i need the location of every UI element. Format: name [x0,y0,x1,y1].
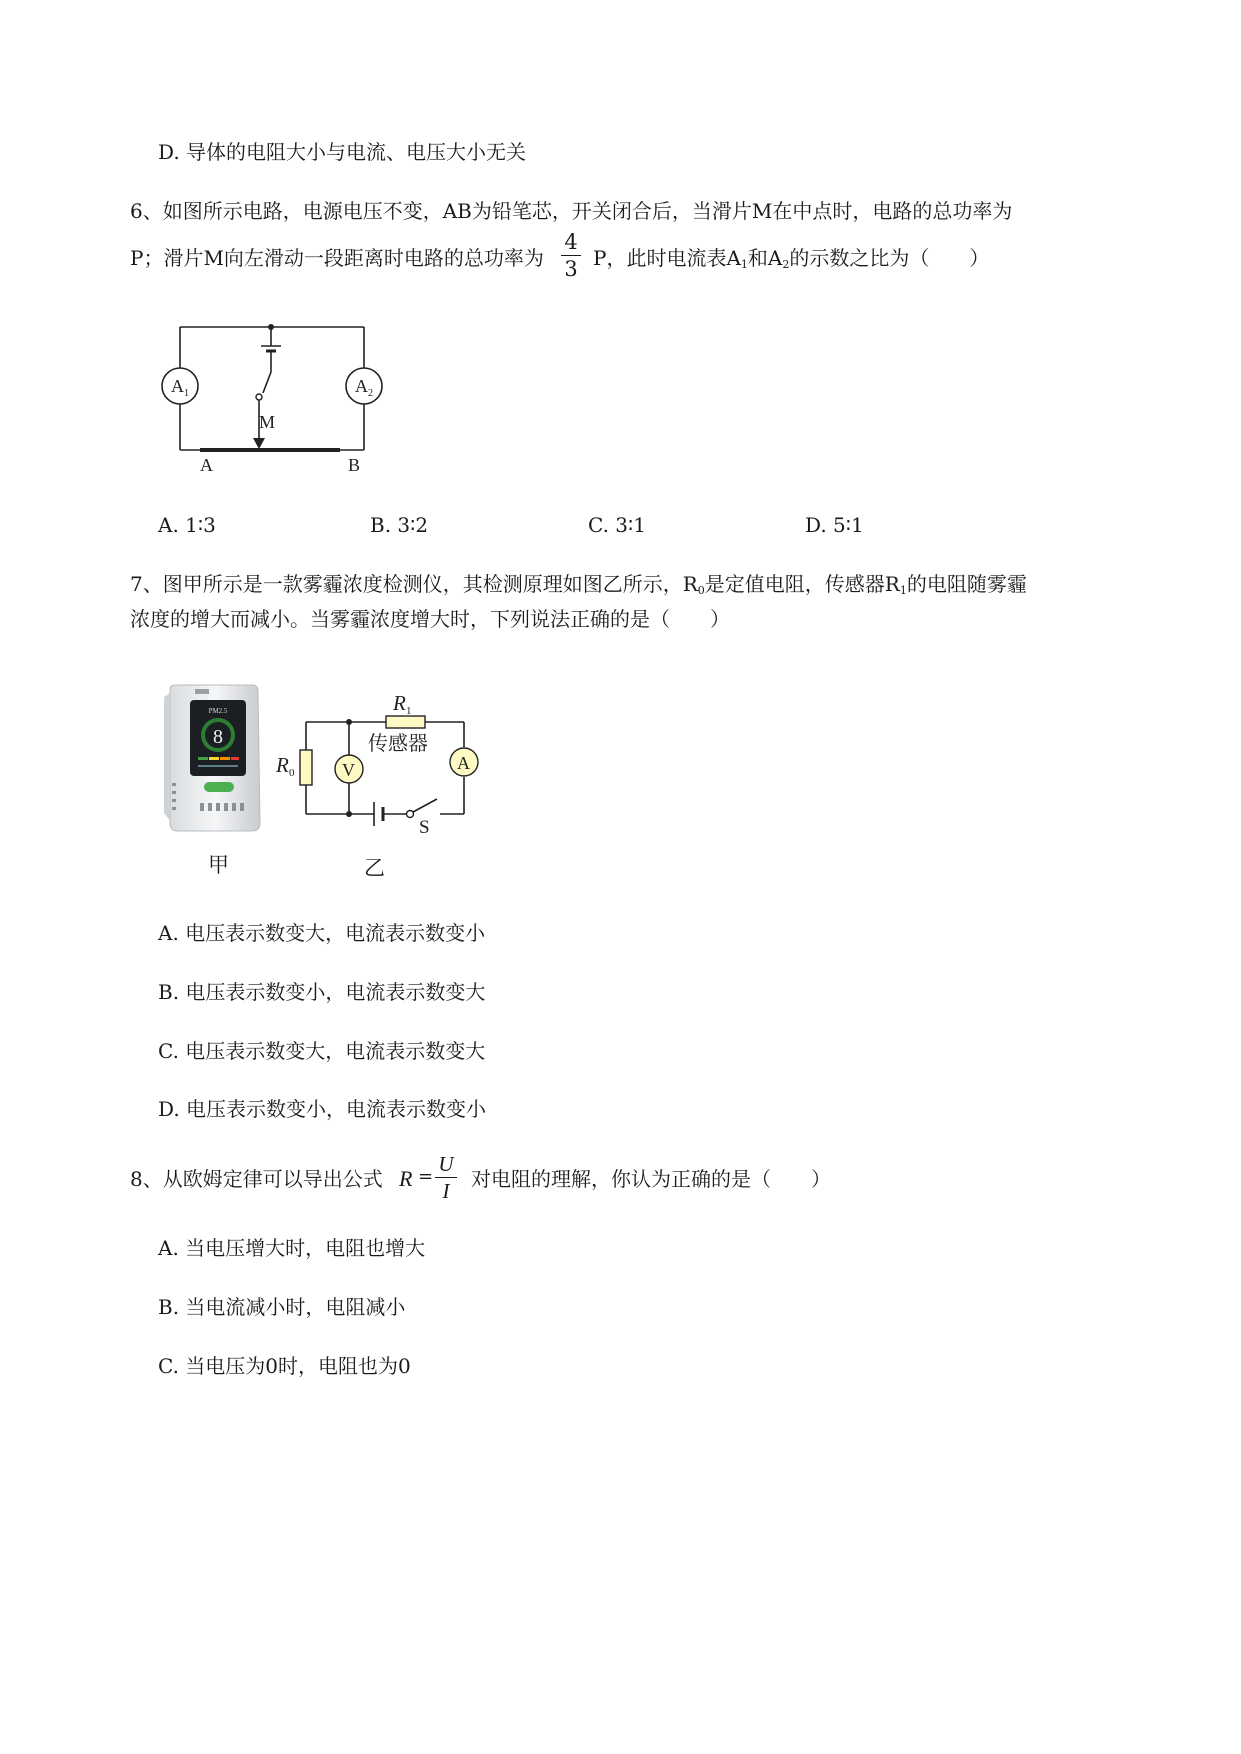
q8-option-a: A. 当电压增大时，电阻也增大 [158,1236,426,1260]
q8-option-b: B. 当电流减小时，电阻减小 [158,1295,406,1319]
q7-r1-label: R [393,691,406,715]
q7-sensor-label: 传感器 [368,733,428,755]
q8-option-c: C. 当电压为0时，电阻也为0 [158,1354,411,1378]
q7-stem-text-c: 的电阻随雾霾 [906,572,1027,596]
q6-stem-line2-start: P；滑片M向左滑动一段距离时电路的总功率为 [130,246,544,270]
q6-ammeter2-sub: 2 [368,388,373,399]
q7-option-d: D. 电压表示数变小，电流表示数变小 [158,1097,487,1121]
q6-option-a: A. 1∶3 [158,513,216,537]
q7-stem-line2: 浓度的增大而减小。当雾霾浓度增大时，下列说法正确的是（ ） [130,607,730,631]
q8-formula-denominator: I [442,1179,450,1203]
q7-r0-label: R [276,753,289,777]
q7-option-b: B. 电压表示数变小，电流表示数变大 [158,980,486,1004]
q7-option-c: C. 电压表示数变大，电流表示数变大 [158,1039,486,1063]
q6-option-c: C. 3∶1 [588,513,646,537]
q7-caption-jia: 甲 [208,853,229,877]
q6-option-b: B. 3∶2 [370,513,429,537]
q6-endpoint-a: A [200,455,213,475]
q7-stem-text-b: 是定值电阻，传感器R [704,572,900,596]
q8-formula-r [399,1166,412,1192]
q7-sub-0: 0 [697,584,705,597]
q8-formula-numerator: U [438,1152,454,1176]
q7-r0-sub: 0 [289,767,295,779]
q6-stem-line1: 6、如图所示电路，电源电压不变，AB为铅笔芯，开关闭合后，当滑片M在中点时，电路的总功率为 [130,199,1013,223]
q8-stem-start: 8、从欧姆定律可以导出公式 [130,1167,383,1191]
q8-stem-end: 对电阻的理解，你认为正确的是（ ） [471,1167,831,1191]
q7-caption-yi: 乙 [364,856,385,880]
q7-switch-label: S [419,817,430,838]
q6-fraction-numerator: 4 [564,230,578,254]
q6-ammeter2-label: A [355,376,368,396]
q6-stem-text-c: 和A [747,246,783,270]
q6-sub-2: 2 [782,258,790,271]
q8-formula-equals: = [418,1166,434,1187]
q6-stem-text-b: P，此时电流表A [593,246,741,270]
q6-stem-text-d: 的示数之比为（ ） [789,246,990,270]
q7-smog-detector-device [160,683,270,835]
q6-ammeter1-label: A [171,376,184,396]
q6-fraction-denominator: 3 [564,257,578,281]
q6-option-d: D. 5∶1 [805,513,864,537]
q7-voltmeter-label: V [342,760,355,780]
q6-fraction [561,230,581,281]
q6-ammeter1-sub: 1 [184,388,189,399]
q7-device-reading: 8 [213,726,223,748]
q6-endpoint-b: B [348,455,361,475]
q6-sub-1: 1 [740,258,748,271]
q7-r1-sub: 1 [406,705,412,717]
q7-ammeter-label: A [457,753,470,773]
q8-formula-r-symbol: R [399,1166,413,1191]
q8-formula-fraction [435,1152,457,1203]
q7-sub-1: 1 [899,584,907,597]
q7-stem-text-a: 7、图甲所示是一款雾霾浓度检测仪，其检测原理如图乙所示，R [130,572,698,596]
q6-slider-label-m: M [259,412,276,432]
q7-device-screen-label: PM2.5 [208,707,228,715]
q7-option-a: A. 电压表示数变大，电流表示数变小 [158,921,486,945]
q7-stem-line1 [130,572,1027,603]
q7-circuit-diagram [270,688,485,838]
q5-option-d: D. 导体的电阻大小与电流、电压大小无关 [158,140,527,164]
q6-circuit-diagram [155,318,395,480]
q6-stem-line2-end [593,246,989,277]
